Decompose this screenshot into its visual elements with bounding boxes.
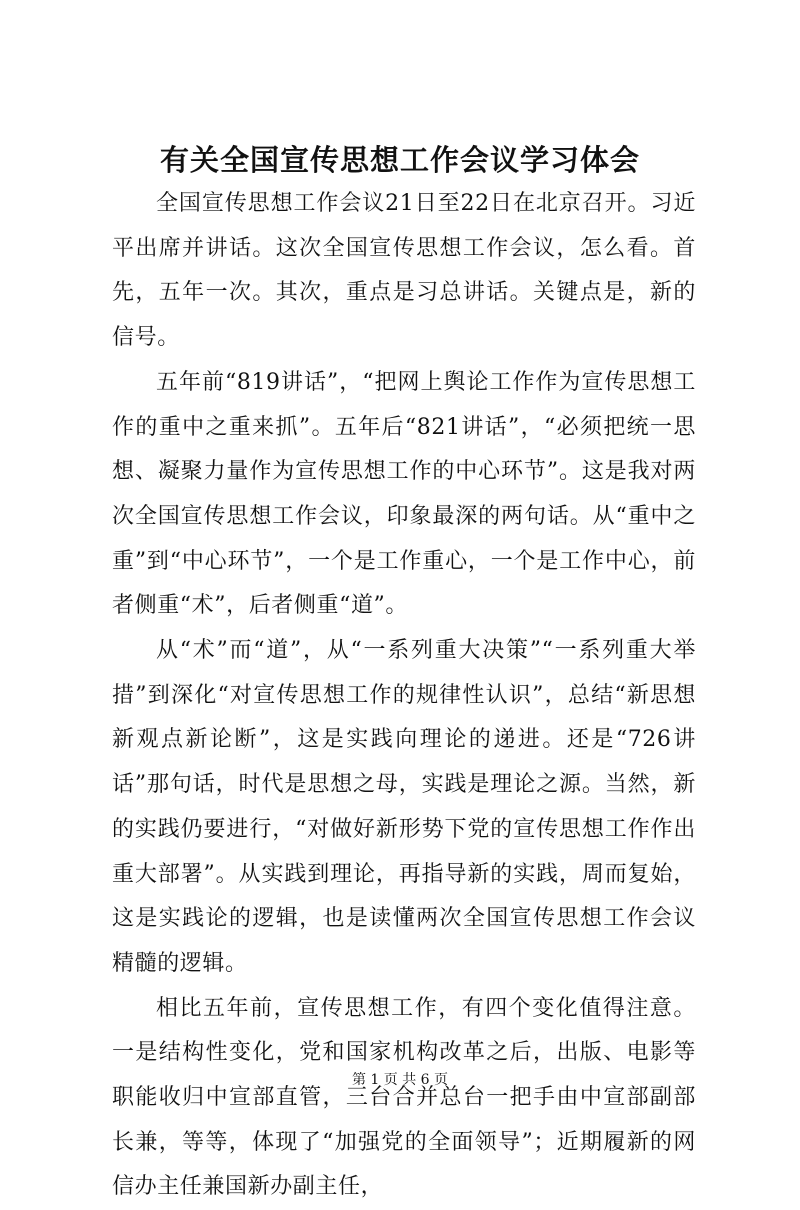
paragraph: 相比五年前，宣传思想工作，有四个变化值得注意。一是结构性变化，党和国家机构改革之后，出版、电影等职能收归中宣部直管，三台合并总台一把手由中宣部副部长兼，等等，体现了“加强党的全面领导”；近期履新的网信办主任兼国新办副主任， <box>112 995 696 1200</box>
page-footer: 第 1 页 共 6 页 <box>351 1072 449 1088</box>
paragraph: 五年前“819讲话”，“把网上舆论工作作为宣传思想工作的重中之重来抓”。五年后“821讲话”，“必须把统一思想、凝聚力量作为宣传思想工作的中心环节”。这是我对两次全国宣传思想工作会议，印象最深的两句话。从“重中之重”到“中心环节”，一个是工作重心，一个是工作中心，前者侧重“术”，后者侧重“道”。 <box>112 369 696 619</box>
page-title: 有关全国宣传思想工作会议学习体会 <box>159 143 640 177</box>
document-body <box>112 182 696 1210</box>
paragraph: 全国宣传思想工作会议21日至22日在北京召开。习近平出席并讲话。这次全国宣传思想工作会议，怎么看。首先，五年一次。其次，重点是习总讲话。关键点是，新的信号。 <box>112 191 696 351</box>
paragraph: 从“术”而“道”，从“一系列重大决策”“一系列重大举措”到深化“对宣传思想工作的规律性认识”，总结“新思想新观点新论断”，这是实践向理论的递进。还是“726讲话”那句话，时代是思想之母，实践是理论之源。当然，新的实践仍要进行，“对做好新形势下党的宣传思想工作作出重大部署”。从实践到理论，再指导新的实践，周而复始，这是实践论的逻辑，也是读懂两次全国宣传思想工作会议精髓的逻辑。 <box>112 638 696 976</box>
